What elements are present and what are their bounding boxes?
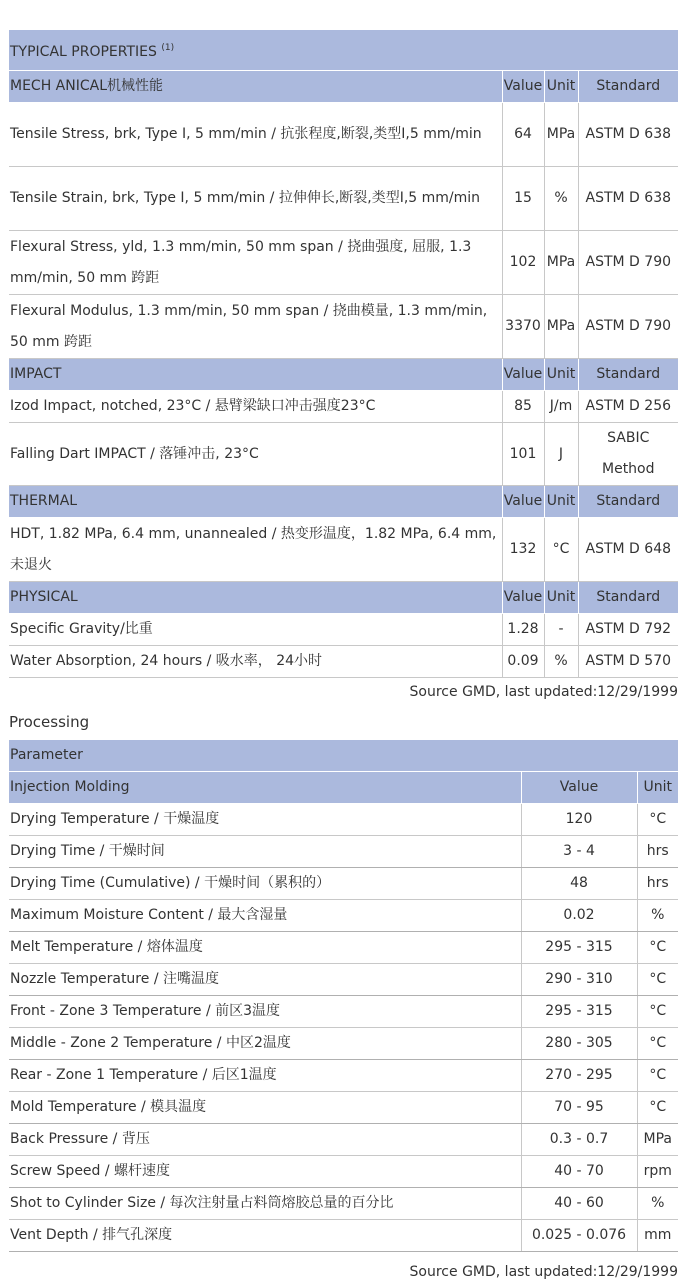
- processing-unit: °C: [637, 932, 678, 964]
- property-name: Falling Dart IMPACT / 落锤冲击, 23°C: [9, 423, 502, 486]
- processing-subheader: Injection Molding: [9, 772, 521, 804]
- property-row: [9, 295, 678, 359]
- processing-unit: °C: [637, 996, 678, 1028]
- col-unit-header: Unit: [544, 71, 578, 103]
- processing-row: [9, 1188, 678, 1220]
- processing-row: [9, 1028, 678, 1060]
- processing-unit: hrs: [637, 836, 678, 868]
- processing-param: Mold Temperature / 模具温度: [9, 1092, 521, 1124]
- processing-param: Shot to Cylinder Size / 每次注射量占料筒熔胶总量的百分比: [9, 1188, 521, 1220]
- section-header-row: [9, 486, 678, 518]
- properties-title: [9, 30, 678, 71]
- property-name: Tensile Stress, brk, Type I, 5 mm/min / 抗张程度,断裂,类型I,5 mm/min: [9, 103, 502, 167]
- processing-unit: °C: [637, 1028, 678, 1060]
- col-unit-header: Unit: [544, 359, 578, 391]
- processing-param: Vent Depth / 排气孔深度: [9, 1220, 521, 1252]
- processing-value: 3 - 4: [521, 836, 637, 868]
- processing-param: Maximum Moisture Content / 最大含湿量: [9, 900, 521, 932]
- processing-value: 270 - 295: [521, 1060, 637, 1092]
- property-value: 85: [502, 391, 544, 423]
- property-unit: J/m: [544, 391, 578, 423]
- property-value: 132: [502, 518, 544, 582]
- processing-value: 70 - 95: [521, 1092, 637, 1124]
- processing-col-value: Value: [521, 772, 637, 804]
- processing-param: Back Pressure / 背压: [9, 1124, 521, 1156]
- processing-unit: rpm: [637, 1156, 678, 1188]
- processing-param: Rear - Zone 1 Temperature / 后区1温度: [9, 1060, 521, 1092]
- processing-unit: °C: [637, 964, 678, 996]
- processing-value: 40 - 70: [521, 1156, 637, 1188]
- property-name: HDT, 1.82 MPa, 6.4 mm, unannealed / 热变形温度，1.82 MPa, 6.4 mm, 未退火: [9, 518, 502, 582]
- properties-title-text: TYPICAL PROPERTIES: [10, 44, 157, 60]
- property-unit: %: [544, 646, 578, 678]
- section-name: PHYSICAL: [9, 582, 502, 614]
- processing-value: 290 - 310: [521, 964, 637, 996]
- section-name: IMPACT: [9, 359, 502, 391]
- property-value: 0.09: [502, 646, 544, 678]
- property-row: [9, 646, 678, 678]
- property-unit: J: [544, 423, 578, 486]
- property-name: Tensile Strain, brk, Type I, 5 mm/min / 拉伸伸长,断裂,类型I,5 mm/min: [9, 167, 502, 231]
- processing-unit: °C: [637, 1060, 678, 1092]
- processing-row: [9, 868, 678, 900]
- property-standard: ASTM D 790: [578, 295, 678, 359]
- processing-value: 295 - 315: [521, 996, 637, 1028]
- processing-row: [9, 900, 678, 932]
- col-standard-header: Standard: [578, 71, 678, 103]
- property-row: [9, 167, 678, 231]
- col-unit-header: Unit: [544, 582, 578, 614]
- properties-title-row: [9, 30, 678, 71]
- processing-value: 40 - 60: [521, 1188, 637, 1220]
- processing-header: Parameter: [9, 740, 678, 772]
- processing-subheader-row: [9, 772, 678, 804]
- processing-source-text: Source GMD, last updated:12/29/1999: [409, 1264, 678, 1280]
- processing-row: [9, 836, 678, 868]
- processing-row: [9, 1124, 678, 1156]
- property-standard: ASTM D 570: [578, 646, 678, 678]
- top-cropped-text: [0, 0, 700, 8]
- processing-row: [9, 996, 678, 1028]
- property-value: 101: [502, 423, 544, 486]
- col-unit-header: Unit: [544, 486, 578, 518]
- section-name: MECH ANICAL机械性能: [9, 71, 502, 103]
- processing-row: [9, 1220, 678, 1252]
- property-unit: -: [544, 614, 578, 646]
- processing-table: [9, 740, 678, 1252]
- processing-value: 120: [521, 804, 637, 836]
- property-standard: ASTM D 256: [578, 391, 678, 423]
- property-value: 1.28: [502, 614, 544, 646]
- processing-unit: %: [637, 1188, 678, 1220]
- processing-row: [9, 1156, 678, 1188]
- processing-param: Melt Temperature / 熔体温度: [9, 932, 521, 964]
- section-header-row: [9, 359, 678, 391]
- processing-unit: hrs: [637, 868, 678, 900]
- col-standard-header: Standard: [578, 486, 678, 518]
- processing-param: Screw Speed / 螺杆速度: [9, 1156, 521, 1188]
- processing-label: Processing: [9, 713, 90, 731]
- property-row: [9, 614, 678, 646]
- property-unit: MPa: [544, 103, 578, 167]
- property-standard: ASTM D 790: [578, 231, 678, 295]
- property-row: [9, 518, 678, 582]
- property-name: Flexural Stress, yld, 1.3 mm/min, 50 mm span / 挠曲强度, 屈服, 1.3 mm/min, 50 mm 跨距: [9, 231, 502, 295]
- property-standard: ASTM D 638: [578, 167, 678, 231]
- property-row: [9, 423, 678, 486]
- property-row: [9, 231, 678, 295]
- processing-unit: MPa: [637, 1124, 678, 1156]
- col-value-header: Value: [502, 582, 544, 614]
- property-value: 15: [502, 167, 544, 231]
- property-value: 64: [502, 103, 544, 167]
- processing-unit: °C: [637, 1092, 678, 1124]
- processing-value: 280 - 305: [521, 1028, 637, 1060]
- processing-row: [9, 932, 678, 964]
- property-unit: MPa: [544, 295, 578, 359]
- typical-properties-table: [9, 30, 678, 678]
- section-name: THERMAL: [9, 486, 502, 518]
- properties-source-note: Source GMD, last updated:12/29/1999: [409, 684, 678, 700]
- property-value: 102: [502, 231, 544, 295]
- property-unit: %: [544, 167, 578, 231]
- processing-unit: °C: [637, 804, 678, 836]
- col-standard-header: Standard: [578, 582, 678, 614]
- processing-col-unit: Unit: [637, 772, 678, 804]
- property-standard: SABIC Method: [578, 423, 678, 486]
- processing-row: [9, 804, 678, 836]
- col-value-header: Value: [502, 359, 544, 391]
- section-header-row: [9, 71, 678, 103]
- section-header-row: [9, 582, 678, 614]
- property-name: Water Absorption, 24 hours / 吸水率， 24小时: [9, 646, 502, 678]
- processing-value: 48: [521, 868, 637, 900]
- processing-row: [9, 964, 678, 996]
- property-unit: MPa: [544, 231, 578, 295]
- property-name: Specific Gravity/比重: [9, 614, 502, 646]
- processing-value: 0.02: [521, 900, 637, 932]
- property-name: Izod Impact, notched, 23°C / 悬臂梁缺口冲击强度23°C: [9, 391, 502, 423]
- processing-value: 295 - 315: [521, 932, 637, 964]
- processing-row: [9, 1060, 678, 1092]
- property-unit: °C: [544, 518, 578, 582]
- processing-value: 0.025 - 0.076: [521, 1220, 637, 1252]
- property-row: [9, 391, 678, 423]
- footnote-marker: (1): [161, 43, 175, 53]
- processing-param: Nozzle Temperature / 注嘴温度: [9, 964, 521, 996]
- processing-param: Drying Time / 干燥时间: [9, 836, 521, 868]
- col-value-header: Value: [502, 486, 544, 518]
- property-standard: ASTM D 648: [578, 518, 678, 582]
- property-standard: ASTM D 638: [578, 103, 678, 167]
- processing-param: Front - Zone 3 Temperature / 前区3温度: [9, 996, 521, 1028]
- processing-source-note: [0, 1262, 700, 1280]
- col-standard-header: Standard: [578, 359, 678, 391]
- processing-value: 0.3 - 0.7: [521, 1124, 637, 1156]
- processing-unit: mm: [637, 1220, 678, 1252]
- property-standard: ASTM D 792: [578, 614, 678, 646]
- property-name: Flexural Modulus, 1.3 mm/min, 50 mm span / 挠曲模量, 1.3 mm/min, 50 mm 跨距: [9, 295, 502, 359]
- col-value-header: Value: [502, 71, 544, 103]
- processing-param: Drying Time (Cumulative) / 干燥时间（累积的）: [9, 868, 521, 900]
- processing-row: [9, 1092, 678, 1124]
- processing-header-row: [9, 740, 678, 772]
- processing-unit: %: [637, 900, 678, 932]
- property-row: [9, 103, 678, 167]
- processing-param: Middle - Zone 2 Temperature / 中区2温度: [9, 1028, 521, 1060]
- property-value: 3370: [502, 295, 544, 359]
- processing-param: Drying Temperature / 干燥温度: [9, 804, 521, 836]
